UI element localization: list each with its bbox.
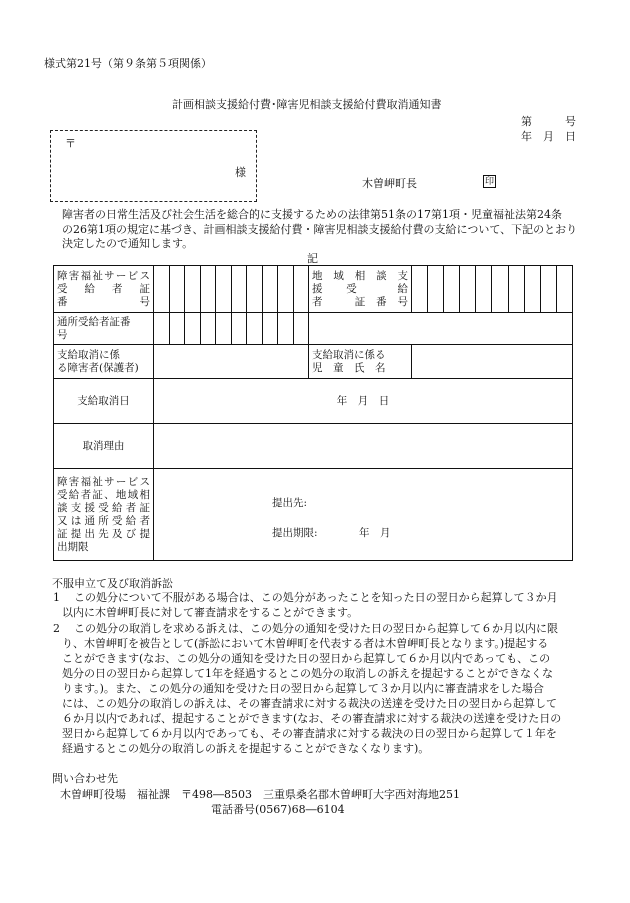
- document-title: 計画相談支援給付費･障害児相談支援給付費取消通知書: [172, 98, 442, 111]
- body-line-1: 障害者の日常生活及び社会生活を総合的に支援するための法律第51条の17第1項・児童福祉法第24条: [62, 208, 562, 221]
- issuer-name: 木曽岬町長: [362, 177, 417, 190]
- row-cancellation-persons: [54, 345, 573, 379]
- service-certificate-number-cells[interactable]: [154, 266, 309, 313]
- label-line: 障害福祉サービス: [57, 269, 150, 282]
- label-disabled-person: [54, 345, 154, 379]
- label-line: 障害福祉サービス: [57, 475, 150, 488]
- body-line-3: 決定したので通知します。: [62, 237, 194, 250]
- label-line: 通所受給者証番: [57, 315, 131, 328]
- appeal-item-2-number: 2: [53, 622, 60, 635]
- appeal-item-2-line: ります。)。また、この処分の通知を受けた日の翌日から起算して３か月以内に審査請求をした場合: [62, 682, 544, 695]
- disabled-person-value[interactable]: [154, 345, 309, 379]
- contact-heading: 問い合わせ先: [52, 772, 118, 785]
- label-line: 又は通所受給者: [57, 514, 150, 527]
- submission-deadline-label: 提出期限:: [272, 527, 318, 539]
- appeal-item-2-line: ことができます(なお、この処分の通知を受けた日の翌日から起算して６か月以内であっても、この: [62, 652, 551, 665]
- cancellation-reason-value[interactable]: [154, 424, 573, 469]
- submission-deadline-value: 年 月: [359, 527, 391, 539]
- label-line: 地域相談支: [312, 269, 408, 282]
- appeal-heading: 不服申立て及び取消訴訟: [52, 577, 173, 590]
- label-line: 証提出先及び提: [57, 527, 150, 540]
- label-consultation-certificate: [309, 266, 412, 313]
- label-cancellation-date: 支給取消日: [54, 379, 154, 424]
- body-line-2: の26第1項の規定に基づき、計画相談支援給付費・障害児相談支援給付費の支給について、下記のとおり: [62, 223, 578, 236]
- cancellation-date-value[interactable]: 年 月 日: [154, 379, 573, 424]
- appeal-item-2-line: り、木曽岬町を被告として(訴訟において木曽岬町を代表する者は木曽岬町長となります。)提起する: [62, 637, 549, 650]
- appeal-item-2-line: 翌日から起算して６か月以内であっても、その審査請求に対する裁決の日の翌日から起算して１年を: [62, 727, 557, 740]
- benefit-table: [53, 265, 573, 561]
- label-child-name: [309, 345, 412, 379]
- row-commuting-certificate: [54, 313, 573, 345]
- label-line: 号: [57, 328, 68, 341]
- appeal-item-2-line: ６か月以内であれば、提起することができます(なお、その審査請求に対する裁決の送達を受けた日の: [62, 712, 562, 725]
- commuting-certificate-number-cells[interactable]: [154, 313, 309, 345]
- label-line: 番 号: [57, 295, 150, 308]
- blank-cell: [309, 313, 573, 345]
- row-certificate-numbers: [54, 266, 573, 313]
- label-line: 出期限: [57, 540, 89, 553]
- appeal-item-1-line: この処分について不服がある場合は、この処分があったことを知った日の翌日から起算して３か月: [74, 591, 558, 604]
- honorific-sama: 様: [235, 166, 246, 179]
- submission-value[interactable]: [154, 469, 573, 561]
- consultation-certificate-number-cells[interactable]: [412, 266, 573, 313]
- contact-phone: 電話番号(0567)68―6104: [211, 803, 345, 816]
- row-cancellation-date: [54, 379, 573, 424]
- seal-mark: 印: [484, 177, 494, 187]
- recipient-address-box: [50, 130, 257, 202]
- document-number: 第 号: [521, 115, 576, 128]
- label-commuting-certificate: [54, 313, 154, 345]
- label-submission: [54, 469, 154, 561]
- submission-destination-label: 提出先:: [272, 497, 308, 509]
- appeal-item-2-line: 処分の日の翌日から起算して1年を経過するとこの処分の取消しの訴えを提起することができなくな: [62, 667, 553, 680]
- label-service-certificate: [54, 266, 154, 313]
- label-line: 支給取消に係: [57, 348, 120, 361]
- label-line: 談支援受給者証: [57, 501, 150, 514]
- row-cancellation-reason: [54, 424, 573, 469]
- appeal-item-2-line: この処分の取消しを求める訴えは、この処分の通知を受けた日の翌日から起算して６か月以内に限: [74, 622, 558, 635]
- form-number: 様式第21号（第９条第５項関係）: [44, 57, 212, 70]
- appeal-item-2-line: 経過するとこの処分の取消しの訴えを提起することができなくなります)。: [62, 742, 430, 755]
- row-submission: [54, 469, 573, 561]
- appeal-item-2-line: には、この処分の取消しの訴えは、その審査請求に対する裁決の送達を受けた日の翌日から起算して: [62, 697, 557, 710]
- label-cancellation-reason: 取消理由: [54, 424, 154, 469]
- label-line: 援 受 給: [312, 282, 408, 295]
- child-name-value[interactable]: [412, 345, 573, 379]
- label-line: る障害者(保護者): [57, 361, 139, 374]
- label-line: 者 証 番 号: [312, 295, 408, 308]
- label-line: 支給取消に係る: [312, 348, 386, 361]
- label-line: 受給者証、地域相: [57, 488, 150, 501]
- document-date: 年 月 日: [521, 130, 576, 143]
- postal-mark: 〒: [65, 137, 76, 150]
- label-line: 受 給 者 証: [57, 282, 150, 295]
- ki-label: 記: [307, 252, 318, 265]
- appeal-item-1-line: 以内に木曽岬町長に対して審査請求をすることができます。: [62, 606, 359, 619]
- contact-address: 木曽岬町役場 福祉課 〒498―8503 三重県桑名郡木曽岬町大字西対海地251: [60, 788, 460, 801]
- appeal-item-1-number: 1: [53, 591, 60, 604]
- label-line: 児 童 氏 名: [312, 361, 386, 374]
